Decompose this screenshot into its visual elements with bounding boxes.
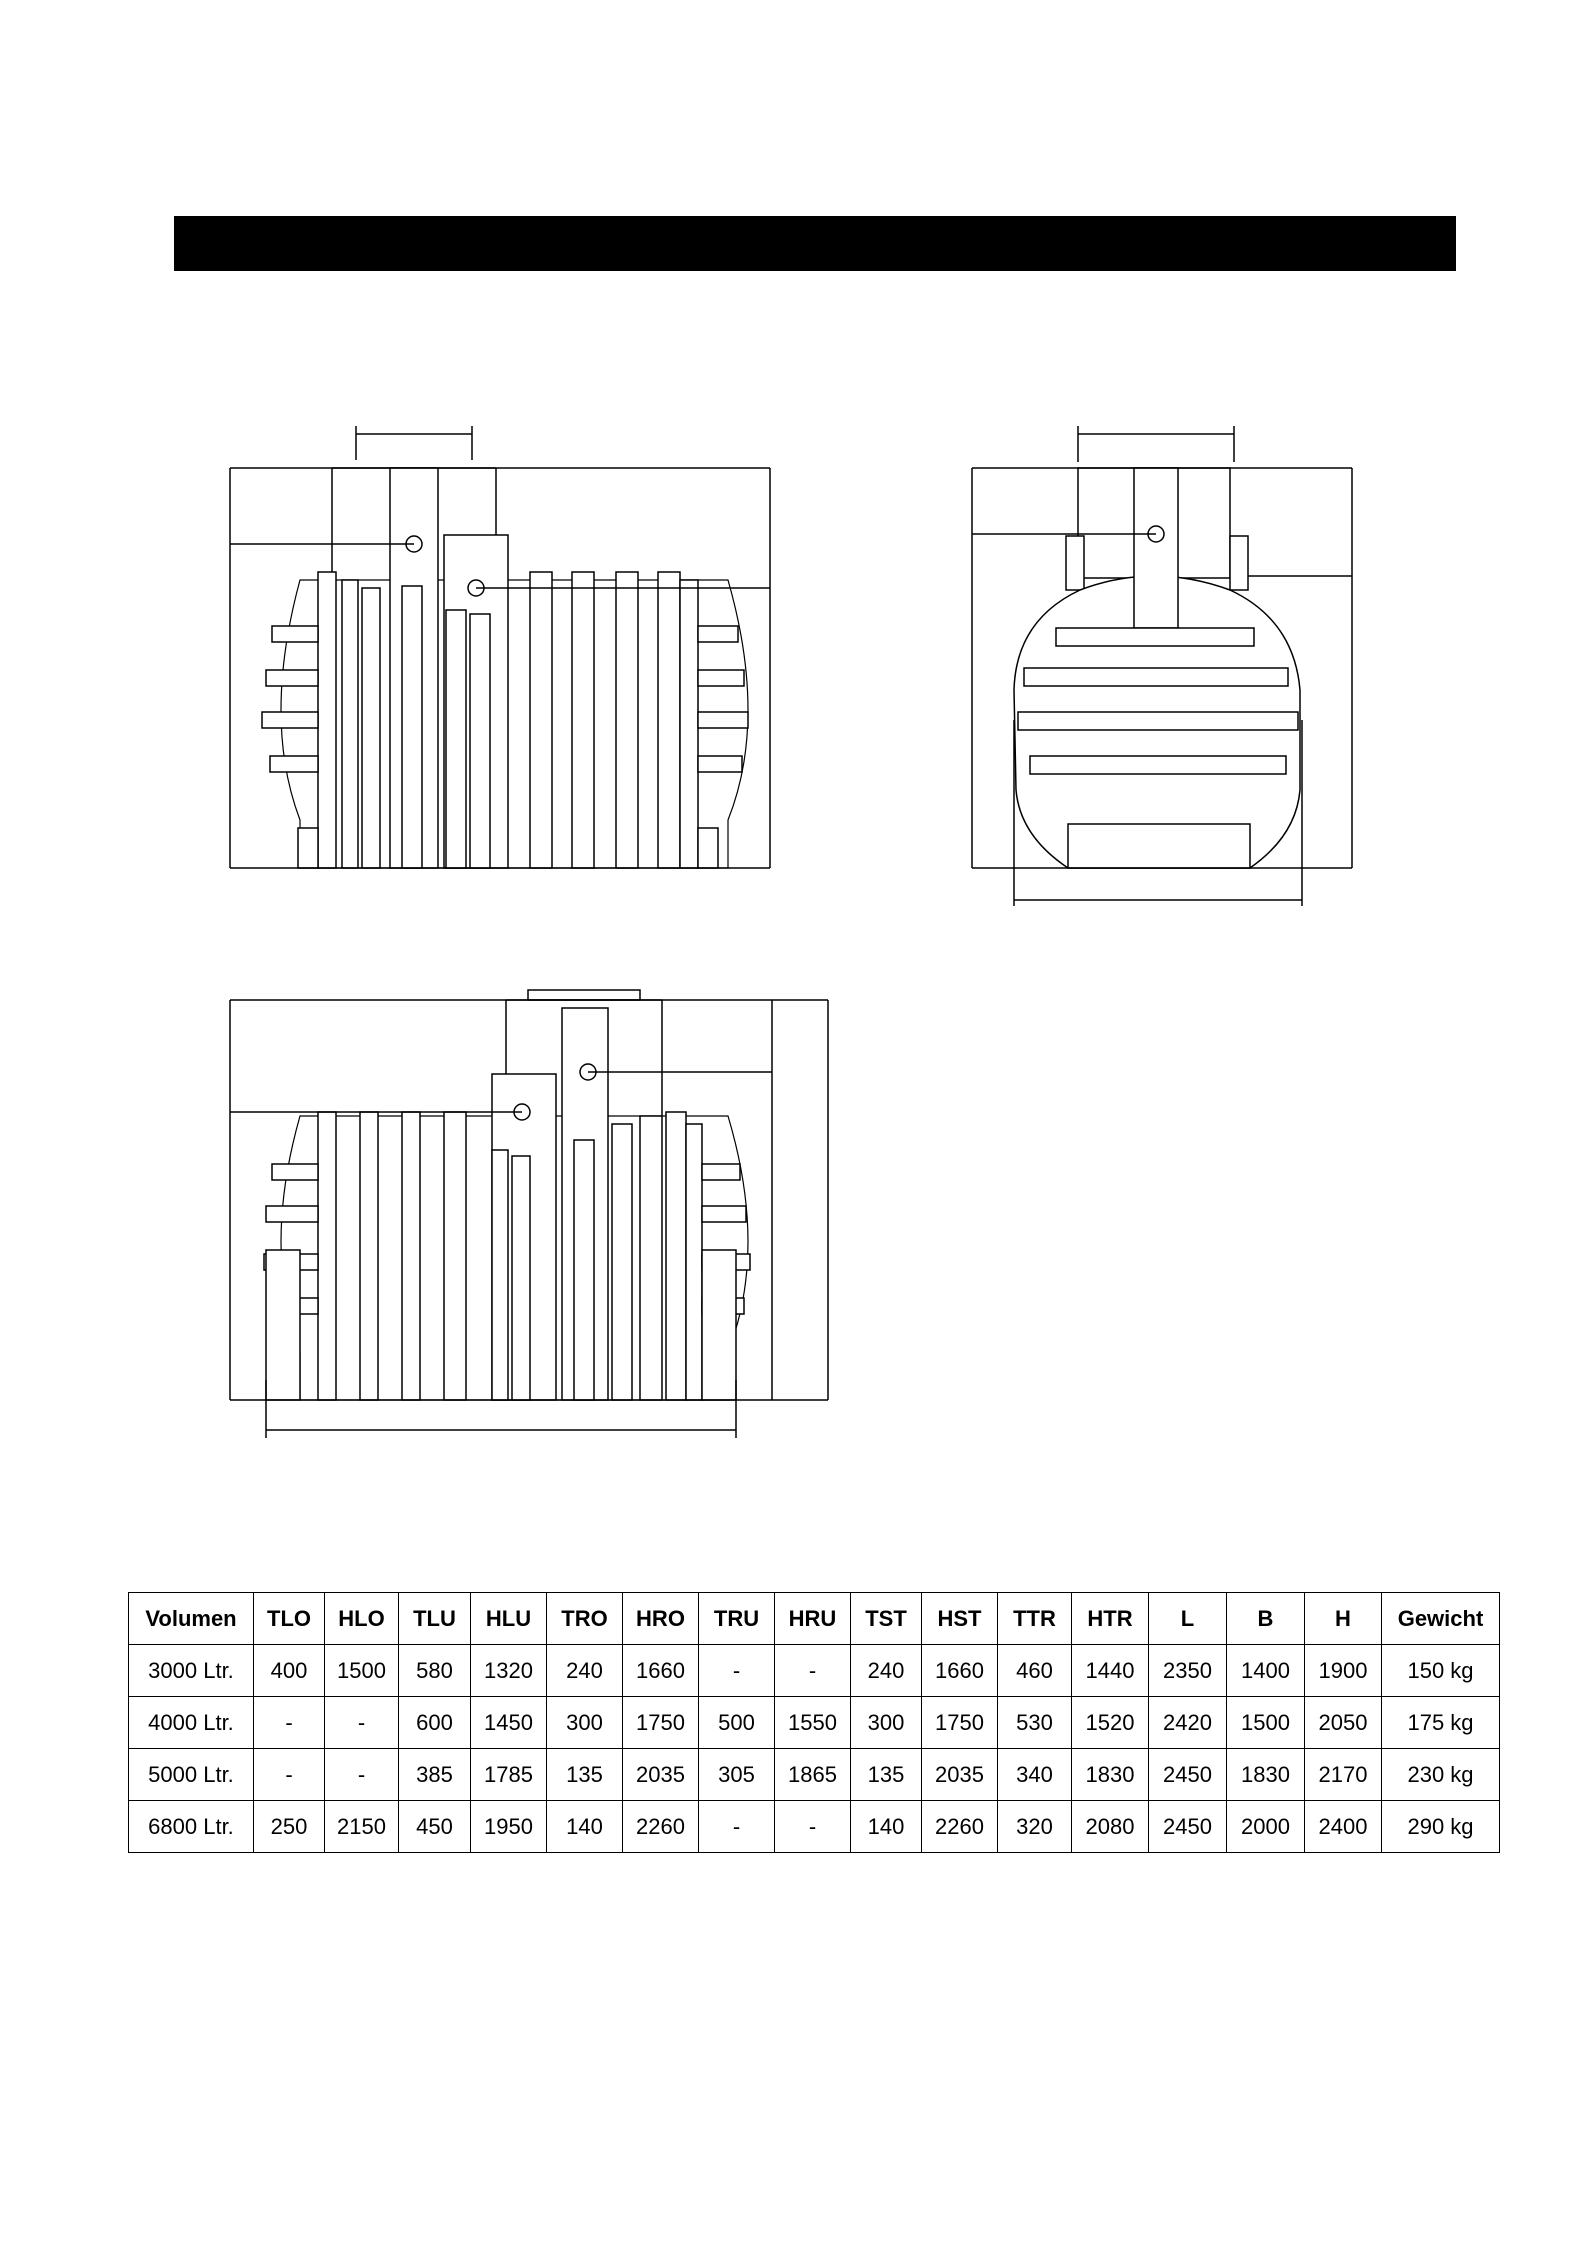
table-cell: 2050 — [1305, 1697, 1382, 1749]
table-cell: 1660 — [623, 1645, 699, 1697]
table-cell: 1660 — [922, 1645, 998, 1697]
table-cell: 230 kg — [1382, 1749, 1500, 1801]
table-cell: 2150 — [325, 1801, 399, 1853]
table-cell: 340 — [998, 1749, 1072, 1801]
table-cell: 250 — [254, 1801, 325, 1853]
header-cell: TTR — [998, 1593, 1072, 1645]
table-cell: 240 — [851, 1645, 922, 1697]
header-cell: H — [1305, 1593, 1382, 1645]
header-cell: TRO — [547, 1593, 623, 1645]
side-view-left-top — [230, 426, 770, 868]
table-cell: 1440 — [1072, 1645, 1149, 1697]
table-cell: 300 — [547, 1697, 623, 1749]
table-cell: 2035 — [922, 1749, 998, 1801]
header-cell: Gewicht — [1382, 1593, 1500, 1645]
table-cell: 2000 — [1227, 1801, 1305, 1853]
table-cell: - — [699, 1645, 775, 1697]
table-cell: 1320 — [471, 1645, 547, 1697]
header-cell: HST — [922, 1593, 998, 1645]
table-cell: 2450 — [1149, 1801, 1227, 1853]
table-cell: - — [254, 1749, 325, 1801]
table-cell: 1450 — [471, 1697, 547, 1749]
table-cell: 500 — [699, 1697, 775, 1749]
table-cell: 2400 — [1305, 1801, 1382, 1853]
table-cell: 385 — [399, 1749, 471, 1801]
specification-table — [128, 1592, 1500, 1853]
table-cell: 1830 — [1072, 1749, 1149, 1801]
table-cell: - — [254, 1697, 325, 1749]
header-cell: HRO — [623, 1593, 699, 1645]
table-row — [129, 1801, 1500, 1853]
header-cell: TST — [851, 1593, 922, 1645]
header-cell: L — [1149, 1593, 1227, 1645]
table-cell: 150 kg — [1382, 1645, 1500, 1697]
header-cell: TLO — [254, 1593, 325, 1645]
table-cell: - — [325, 1697, 399, 1749]
table-cell: 1400 — [1227, 1645, 1305, 1697]
table-cell: 305 — [699, 1749, 775, 1801]
table-cell: 1950 — [471, 1801, 547, 1853]
table-cell: 3000 Ltr. — [129, 1645, 254, 1697]
table-cell: 1750 — [623, 1697, 699, 1749]
table-cell: 300 — [851, 1697, 922, 1749]
table-cell: 450 — [399, 1801, 471, 1853]
table-cell: - — [775, 1801, 851, 1853]
table-cell: 5000 Ltr. — [129, 1749, 254, 1801]
front-view-right-top — [972, 426, 1352, 906]
table-header-row — [129, 1593, 1500, 1645]
table-cell: 135 — [547, 1749, 623, 1801]
table-cell: 1865 — [775, 1749, 851, 1801]
table-cell: 2350 — [1149, 1645, 1227, 1697]
table-cell: 400 — [254, 1645, 325, 1697]
header-cell: HLU — [471, 1593, 547, 1645]
table-cell: 290 kg — [1382, 1801, 1500, 1853]
table-cell: 1900 — [1305, 1645, 1382, 1697]
side-view-left-bottom — [230, 990, 828, 1438]
header-cell: HTR — [1072, 1593, 1149, 1645]
table-cell: 6800 Ltr. — [129, 1801, 254, 1853]
table-cell: 1520 — [1072, 1697, 1149, 1749]
header-cell: HRU — [775, 1593, 851, 1645]
table-cell: 2170 — [1305, 1749, 1382, 1801]
table-cell: 1785 — [471, 1749, 547, 1801]
table-cell: 135 — [851, 1749, 922, 1801]
table-cell: 2450 — [1149, 1749, 1227, 1801]
table-cell: 2420 — [1149, 1697, 1227, 1749]
header-cell: HLO — [325, 1593, 399, 1645]
table-cell: 580 — [399, 1645, 471, 1697]
table-cell: 2260 — [623, 1801, 699, 1853]
table-cell: 1830 — [1227, 1749, 1305, 1801]
table-cell: - — [325, 1749, 399, 1801]
table-cell: 140 — [851, 1801, 922, 1853]
header-cell: Volumen — [129, 1593, 254, 1645]
table-cell: 2080 — [1072, 1801, 1149, 1853]
table-row — [129, 1697, 1500, 1749]
table-cell: 240 — [547, 1645, 623, 1697]
table-cell: 1500 — [325, 1645, 399, 1697]
table-cell: 1550 — [775, 1697, 851, 1749]
table-cell: 530 — [998, 1697, 1072, 1749]
table-cell: 460 — [998, 1645, 1072, 1697]
header-cell: B — [1227, 1593, 1305, 1645]
table-cell: 1750 — [922, 1697, 998, 1749]
table-cell: 2035 — [623, 1749, 699, 1801]
table-cell: 175 kg — [1382, 1697, 1500, 1749]
table-row — [129, 1645, 1500, 1697]
table-cell: 1500 — [1227, 1697, 1305, 1749]
header-cell: TRU — [699, 1593, 775, 1645]
table-cell: 2260 — [922, 1801, 998, 1853]
table-cell: - — [775, 1645, 851, 1697]
header-cell: TLU — [399, 1593, 471, 1645]
table-cell: 320 — [998, 1801, 1072, 1853]
table-cell: 4000 Ltr. — [129, 1697, 254, 1749]
table-row — [129, 1749, 1500, 1801]
table-cell: 600 — [399, 1697, 471, 1749]
table-cell: - — [699, 1801, 775, 1853]
table-cell: 140 — [547, 1801, 623, 1853]
